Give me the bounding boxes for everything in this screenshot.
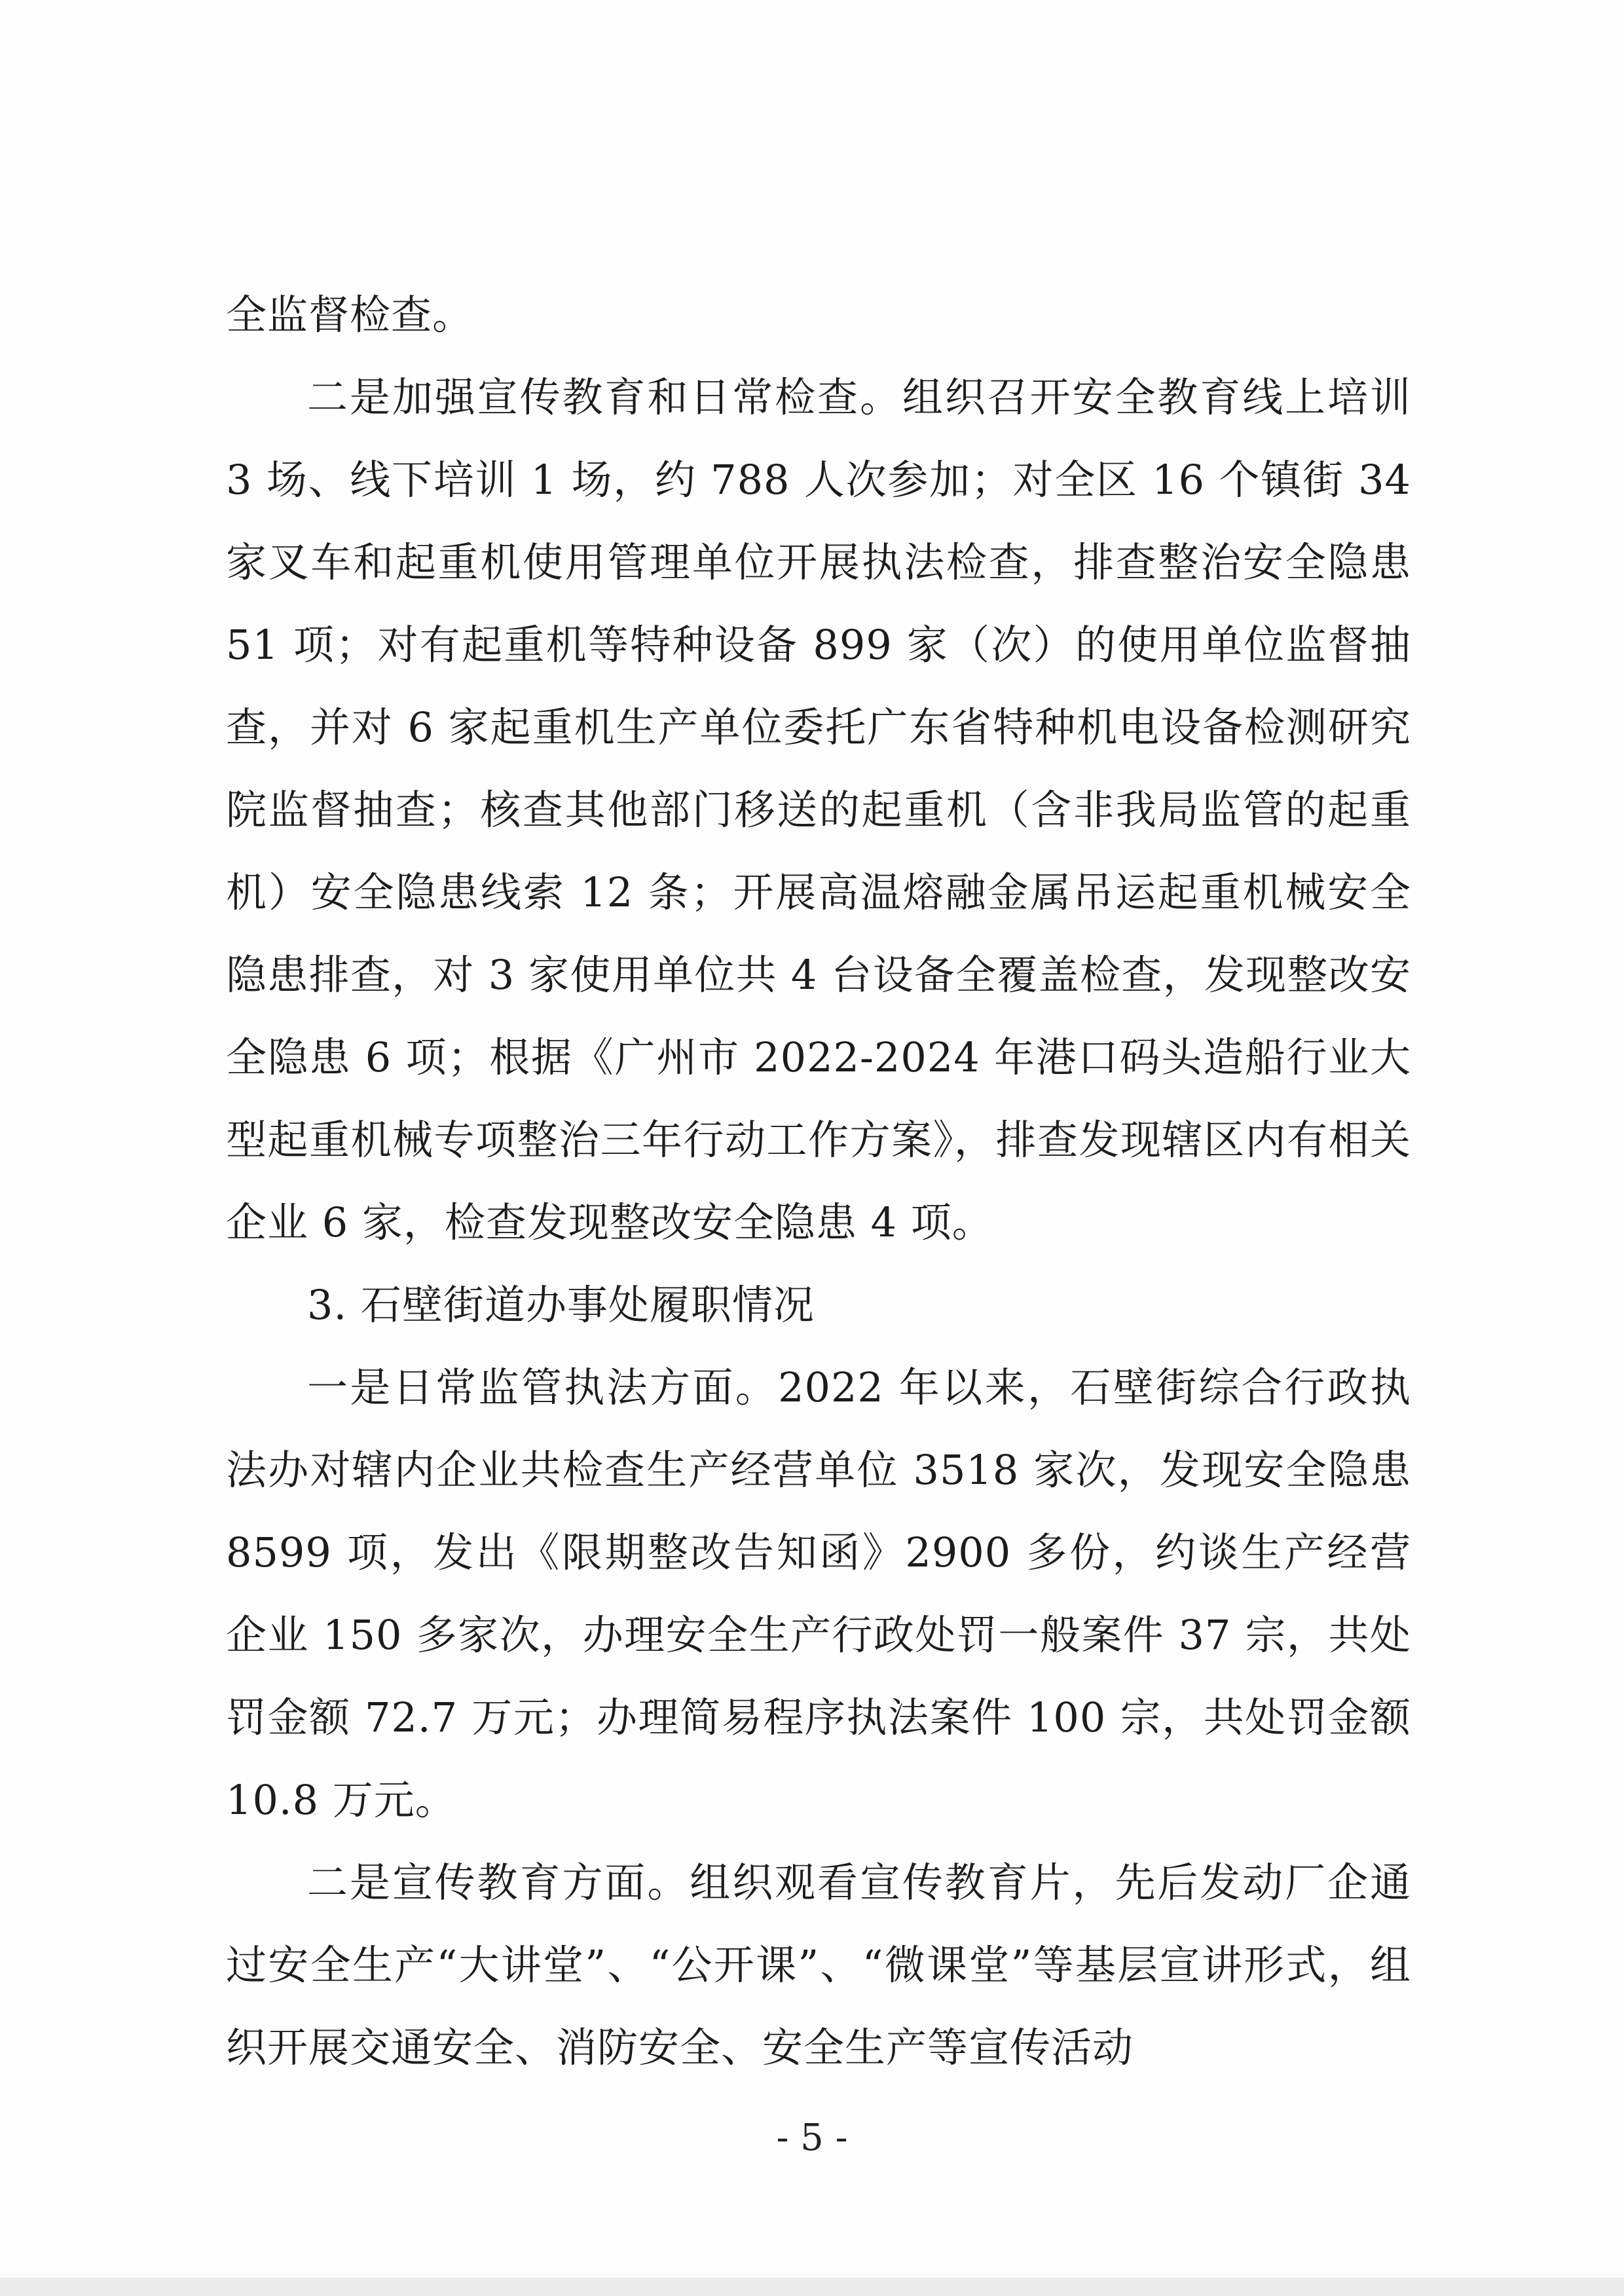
paragraph-publicity-education: 二是宣传教育方面。组织观看宣传教育片，先后发动厂企通过安全生产“大讲堂”、“公开课”、“微课堂”等基层宣讲形式，组织开展交通安全、消防安全、安全生产等宣传活动 [226,1859,1411,2071]
paragraph-publicity-inspection: 二是加强宣传教育和日常检查。组织召开安全教育线上培训 3 场、线下培训 1 场，约 788 人次参加；对全区 16 个镇街 34 家叉车和起重机使用管理单位开展执法检查，排查整治安全隐患 51 项；对有起重机等特种设备 899 家（次）的使用单位监督抽查，并对 6 家起重机生产单位委托广东省特种机电设备检测研究院监督抽查；核查其他部门移送的起重机（含非我局监管的起重机）安全隐患线索 12 条；开展高温熔融金属吊运起重机械安全隐患排查，对 3 家使用单位共 4 台设备全覆盖检查，发现整改安全隐患 6 项；根据《广州市 2022-2024 年港口码头造船行业大型起重机械专项整治三年行动工作方案》，排查发现辖区内有相关企业 6 家，检查发现整改安全隐患 4 项。 [226,373,1411,1246]
paragraph-daily-enforcement: 一是日常监管执法方面。2022 年以来，石壁街综合行政执法办对辖内企业共检查生产经营单位 3518 家次，发现安全隐患 8599 项，发出《限期整改告知函》2900 多份，约谈生产经营企业 150 多家次，办理安全生产行政处罚一般案件 37 宗，共处罚金额 72.7 万元；办理简易程序执法案件 100 宗，共处罚金额 10.8 万元。 [226,1363,1411,1824]
document-body [226,274,1411,2089]
paragraph-continuation: 全监督检查。 [226,291,474,339]
page-number: - 5 - [776,2117,848,2159]
section-heading-shibi-street: 3. 石壁街道办事处履职情况 [307,1281,815,1329]
scan-edge-shade [0,2278,1624,2296]
